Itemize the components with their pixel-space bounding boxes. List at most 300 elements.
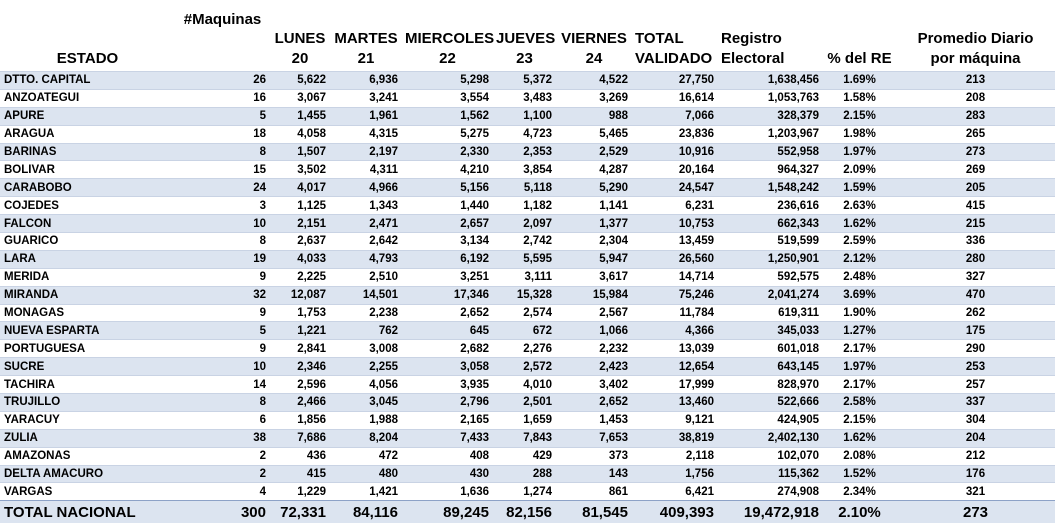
cell-registro-electoral: 964,327 [718, 161, 823, 179]
table-row [0, 268, 1055, 286]
cell-maquinas: 26 [175, 72, 270, 90]
cell-jueves: 1,100 [493, 107, 556, 125]
cell-total-validado: 75,246 [632, 286, 718, 304]
cell-jueves: 7,843 [493, 429, 556, 447]
cell-jueves: 3,854 [493, 161, 556, 179]
cell-pct-re: 1.90% [823, 304, 896, 322]
cell-viernes: 4,522 [556, 72, 632, 90]
cell-viernes: 3,402 [556, 376, 632, 394]
cell-lunes: 2,596 [270, 376, 330, 394]
cell-jueves: 2,501 [493, 394, 556, 412]
cell-maquinas: 8 [175, 394, 270, 412]
cell-martes: 4,311 [330, 161, 402, 179]
cell-jueves: 672 [493, 322, 556, 340]
total-label: TOTAL NACIONAL [0, 501, 175, 523]
cell-lunes: 4,033 [270, 250, 330, 268]
cell-lunes: 2,466 [270, 394, 330, 412]
cell-estado: NUEVA ESPARTA [0, 322, 175, 340]
cell-total-validado: 13,460 [632, 394, 718, 412]
cell-promedio: 290 [896, 340, 1055, 358]
cell-registro-electoral: 519,599 [718, 233, 823, 251]
cell-maquinas: 5 [175, 107, 270, 125]
cell-promedio: 262 [896, 304, 1055, 322]
cell-estado: LARA [0, 250, 175, 268]
cell-pct-re: 2.08% [823, 447, 896, 465]
cell-martes: 2,642 [330, 233, 402, 251]
cell-promedio: 257 [896, 376, 1055, 394]
cell-martes: 2,255 [330, 358, 402, 376]
table-row [0, 376, 1055, 394]
cell-registro-electoral: 619,311 [718, 304, 823, 322]
cell-registro-electoral: 552,958 [718, 143, 823, 161]
cell-pct-re: 1.62% [823, 215, 896, 233]
cell-jueves: 15,328 [493, 286, 556, 304]
cell-miercoles: 1,440 [402, 197, 493, 215]
header-lunes: LUNES 20 [270, 0, 330, 72]
cell-martes: 1,961 [330, 107, 402, 125]
cell-estado: ZULIA [0, 429, 175, 447]
table-row [0, 411, 1055, 429]
header-registro: Registro Electoral [718, 0, 823, 72]
cell-registro-electoral: 522,666 [718, 394, 823, 412]
cell-miercoles: 5,275 [402, 125, 493, 143]
cell-pct-re: 2.59% [823, 233, 896, 251]
cell-lunes: 2,346 [270, 358, 330, 376]
cell-maquinas: 15 [175, 161, 270, 179]
cell-lunes: 2,151 [270, 215, 330, 233]
cell-viernes: 3,617 [556, 268, 632, 286]
cell-jueves: 5,595 [493, 250, 556, 268]
cell-registro-electoral: 1,203,967 [718, 125, 823, 143]
header-maquinas: #Maquinas [175, 0, 270, 72]
cell-pct-re: 1.62% [823, 429, 896, 447]
cell-estado: TRUJILLO [0, 394, 175, 412]
cell-pct-re: 1.27% [823, 322, 896, 340]
cell-registro-electoral: 2,402,130 [718, 429, 823, 447]
cell-viernes: 5,465 [556, 125, 632, 143]
cell-miercoles: 3,058 [402, 358, 493, 376]
total-row [0, 501, 1055, 523]
cell-lunes: 1,221 [270, 322, 330, 340]
cell-maquinas: 9 [175, 304, 270, 322]
table-row [0, 322, 1055, 340]
cell-viernes: 4,287 [556, 161, 632, 179]
cell-registro-electoral: 1,548,242 [718, 179, 823, 197]
cell-maquinas: 24 [175, 179, 270, 197]
cell-viernes: 2,652 [556, 394, 632, 412]
total-viernes: 81,545 [556, 501, 632, 523]
cell-miercoles: 3,935 [402, 376, 493, 394]
cell-total-validado: 20,164 [632, 161, 718, 179]
cell-jueves: 4,010 [493, 376, 556, 394]
cell-miercoles: 645 [402, 322, 493, 340]
total-registro: 19,472,918 [718, 501, 823, 523]
cell-lunes: 5,622 [270, 72, 330, 90]
cell-promedio: 336 [896, 233, 1055, 251]
cell-martes: 2,197 [330, 143, 402, 161]
total-promedio: 273 [896, 501, 1055, 523]
cell-promedio: 304 [896, 411, 1055, 429]
cell-viernes: 861 [556, 483, 632, 501]
cell-estado: PORTUGUESA [0, 340, 175, 358]
cell-maquinas: 4 [175, 483, 270, 501]
cell-total-validado: 10,916 [632, 143, 718, 161]
cell-total-validado: 1,756 [632, 465, 718, 483]
cell-registro-electoral: 424,905 [718, 411, 823, 429]
cell-miercoles: 2,796 [402, 394, 493, 412]
cell-total-validado: 11,784 [632, 304, 718, 322]
table-row [0, 215, 1055, 233]
table-footer [0, 501, 1055, 523]
cell-jueves: 1,659 [493, 411, 556, 429]
cell-total-validado: 38,819 [632, 429, 718, 447]
cell-maquinas: 38 [175, 429, 270, 447]
cell-maquinas: 14 [175, 376, 270, 394]
cell-lunes: 436 [270, 447, 330, 465]
cell-viernes: 5,947 [556, 250, 632, 268]
cell-total-validado: 2,118 [632, 447, 718, 465]
cell-viernes: 2,423 [556, 358, 632, 376]
header-viernes: VIERNES 24 [556, 0, 632, 72]
cell-pct-re: 1.97% [823, 358, 896, 376]
cell-total-validado: 6,231 [632, 197, 718, 215]
cell-estado: ARAGUA [0, 125, 175, 143]
cell-lunes: 4,017 [270, 179, 330, 197]
cell-pct-re: 2.48% [823, 268, 896, 286]
table-header [0, 0, 1055, 72]
cell-pct-re: 2.17% [823, 340, 896, 358]
cell-jueves: 429 [493, 447, 556, 465]
cell-registro-electoral: 828,970 [718, 376, 823, 394]
cell-miercoles: 408 [402, 447, 493, 465]
cell-maquinas: 6 [175, 411, 270, 429]
cell-lunes: 1,125 [270, 197, 330, 215]
cell-estado: DTTO. CAPITAL [0, 72, 175, 90]
cell-maquinas: 8 [175, 143, 270, 161]
cell-martes: 472 [330, 447, 402, 465]
cell-viernes: 7,653 [556, 429, 632, 447]
cell-pct-re: 1.52% [823, 465, 896, 483]
cell-estado: TACHIRA [0, 376, 175, 394]
cell-miercoles: 2,682 [402, 340, 493, 358]
cell-pct-re: 2.17% [823, 376, 896, 394]
cell-estado: BARINAS [0, 143, 175, 161]
cell-total-validado: 12,654 [632, 358, 718, 376]
cell-total-validado: 10,753 [632, 215, 718, 233]
cell-jueves: 5,118 [493, 179, 556, 197]
cell-estado: AMAZONAS [0, 447, 175, 465]
cell-viernes: 2,529 [556, 143, 632, 161]
cell-total-validado: 24,547 [632, 179, 718, 197]
cell-estado: BOLIVAR [0, 161, 175, 179]
cell-estado: MONAGAS [0, 304, 175, 322]
cell-registro-electoral: 236,616 [718, 197, 823, 215]
cell-miercoles: 1,562 [402, 107, 493, 125]
cell-miercoles: 1,636 [402, 483, 493, 501]
table-row [0, 250, 1055, 268]
cell-promedio: 415 [896, 197, 1055, 215]
cell-promedio: 280 [896, 250, 1055, 268]
cell-promedio: 283 [896, 107, 1055, 125]
cell-maquinas: 9 [175, 268, 270, 286]
cell-miercoles: 3,134 [402, 233, 493, 251]
cell-viernes: 373 [556, 447, 632, 465]
cell-total-validado: 13,459 [632, 233, 718, 251]
table-row [0, 340, 1055, 358]
cell-miercoles: 3,251 [402, 268, 493, 286]
cell-jueves: 1,182 [493, 197, 556, 215]
table-row [0, 72, 1055, 90]
cell-lunes: 1,229 [270, 483, 330, 501]
cell-jueves: 2,742 [493, 233, 556, 251]
table-row [0, 447, 1055, 465]
table-row [0, 107, 1055, 125]
cell-pct-re: 2.12% [823, 250, 896, 268]
header-estado: ESTADO [0, 0, 175, 72]
cell-viernes: 143 [556, 465, 632, 483]
cell-lunes: 2,225 [270, 268, 330, 286]
cell-promedio: 327 [896, 268, 1055, 286]
table-row [0, 358, 1055, 376]
total-jueves: 82,156 [493, 501, 556, 523]
cell-total-validado: 23,836 [632, 125, 718, 143]
cell-estado: MIRANDA [0, 286, 175, 304]
cell-viernes: 1,141 [556, 197, 632, 215]
cell-promedio: 212 [896, 447, 1055, 465]
header-jueves: JUEVES 23 [493, 0, 556, 72]
cell-viernes: 2,567 [556, 304, 632, 322]
cell-lunes: 1,753 [270, 304, 330, 322]
cell-promedio: 213 [896, 72, 1055, 90]
cell-jueves: 2,276 [493, 340, 556, 358]
cell-maquinas: 10 [175, 358, 270, 376]
cell-jueves: 2,097 [493, 215, 556, 233]
cell-pct-re: 2.15% [823, 107, 896, 125]
cell-maquinas: 3 [175, 197, 270, 215]
cell-viernes: 2,232 [556, 340, 632, 358]
cell-pct-re: 2.15% [823, 411, 896, 429]
cell-maquinas: 10 [175, 215, 270, 233]
cell-estado: SUCRE [0, 358, 175, 376]
cell-martes: 2,471 [330, 215, 402, 233]
cell-martes: 2,510 [330, 268, 402, 286]
cell-jueves: 288 [493, 465, 556, 483]
total-lunes: 72,331 [270, 501, 330, 523]
cell-promedio: 204 [896, 429, 1055, 447]
cell-martes: 14,501 [330, 286, 402, 304]
cell-martes: 2,238 [330, 304, 402, 322]
cell-promedio: 265 [896, 125, 1055, 143]
cell-total-validado: 7,066 [632, 107, 718, 125]
cell-martes: 480 [330, 465, 402, 483]
cell-miercoles: 4,210 [402, 161, 493, 179]
cell-total-validado: 6,421 [632, 483, 718, 501]
cell-lunes: 2,841 [270, 340, 330, 358]
cell-martes: 1,988 [330, 411, 402, 429]
cell-viernes: 5,290 [556, 179, 632, 197]
cell-total-validado: 4,366 [632, 322, 718, 340]
table-row [0, 465, 1055, 483]
cell-registro-electoral: 328,379 [718, 107, 823, 125]
cell-pct-re: 1.97% [823, 143, 896, 161]
cell-miercoles: 6,192 [402, 250, 493, 268]
cell-estado: FALCON [0, 215, 175, 233]
cell-total-validado: 16,614 [632, 89, 718, 107]
cell-total-validado: 9,121 [632, 411, 718, 429]
cell-registro-electoral: 662,343 [718, 215, 823, 233]
cell-registro-electoral: 345,033 [718, 322, 823, 340]
cell-registro-electoral: 1,053,763 [718, 89, 823, 107]
cell-registro-electoral: 115,362 [718, 465, 823, 483]
cell-lunes: 2,637 [270, 233, 330, 251]
total-pct: 2.10% [823, 501, 896, 523]
cell-lunes: 1,507 [270, 143, 330, 161]
cell-lunes: 415 [270, 465, 330, 483]
total-miercoles: 89,245 [402, 501, 493, 523]
cell-jueves: 1,274 [493, 483, 556, 501]
cell-estado: DELTA AMACURO [0, 465, 175, 483]
cell-miercoles: 2,330 [402, 143, 493, 161]
cell-promedio: 208 [896, 89, 1055, 107]
table-row [0, 197, 1055, 215]
cell-lunes: 4,058 [270, 125, 330, 143]
cell-promedio: 321 [896, 483, 1055, 501]
total-martes: 84,116 [330, 501, 402, 523]
cell-promedio: 273 [896, 143, 1055, 161]
cell-maquinas: 16 [175, 89, 270, 107]
cell-jueves: 4,723 [493, 125, 556, 143]
cell-miercoles: 2,657 [402, 215, 493, 233]
cell-maquinas: 8 [175, 233, 270, 251]
cell-jueves: 3,483 [493, 89, 556, 107]
cell-miercoles: 2,165 [402, 411, 493, 429]
cell-pct-re: 1.69% [823, 72, 896, 90]
total-validado: 409,393 [632, 501, 718, 523]
cell-miercoles: 5,298 [402, 72, 493, 90]
table-row [0, 233, 1055, 251]
cell-total-validado: 26,560 [632, 250, 718, 268]
cell-jueves: 2,353 [493, 143, 556, 161]
cell-pct-re: 2.63% [823, 197, 896, 215]
cell-martes: 4,793 [330, 250, 402, 268]
cell-registro-electoral: 2,041,274 [718, 286, 823, 304]
cell-jueves: 2,572 [493, 358, 556, 376]
cell-martes: 8,204 [330, 429, 402, 447]
cell-miercoles: 7,433 [402, 429, 493, 447]
table-row [0, 89, 1055, 107]
cell-miercoles: 17,346 [402, 286, 493, 304]
cell-estado: MERIDA [0, 268, 175, 286]
cell-martes: 762 [330, 322, 402, 340]
cell-maquinas: 19 [175, 250, 270, 268]
table-row [0, 394, 1055, 412]
cell-martes: 3,045 [330, 394, 402, 412]
cell-maquinas: 5 [175, 322, 270, 340]
table-body [0, 72, 1055, 501]
header-promedio: Promedio Diario por máquina [896, 0, 1055, 72]
cell-martes: 3,008 [330, 340, 402, 358]
table-row [0, 125, 1055, 143]
cell-registro-electoral: 1,250,901 [718, 250, 823, 268]
cell-viernes: 1,377 [556, 215, 632, 233]
cell-maquinas: 9 [175, 340, 270, 358]
cell-lunes: 1,455 [270, 107, 330, 125]
cell-martes: 4,966 [330, 179, 402, 197]
cell-promedio: 269 [896, 161, 1055, 179]
cell-viernes: 1,453 [556, 411, 632, 429]
cell-martes: 1,421 [330, 483, 402, 501]
cell-maquinas: 2 [175, 447, 270, 465]
cell-martes: 3,241 [330, 89, 402, 107]
cell-viernes: 1,066 [556, 322, 632, 340]
cell-pct-re: 3.69% [823, 286, 896, 304]
cell-maquinas: 18 [175, 125, 270, 143]
cell-lunes: 3,502 [270, 161, 330, 179]
cell-registro-electoral: 643,145 [718, 358, 823, 376]
table-row [0, 304, 1055, 322]
cell-estado: GUARICO [0, 233, 175, 251]
cell-viernes: 3,269 [556, 89, 632, 107]
cell-registro-electoral: 102,070 [718, 447, 823, 465]
cell-miercoles: 5,156 [402, 179, 493, 197]
cell-pct-re: 1.58% [823, 89, 896, 107]
cell-total-validado: 27,750 [632, 72, 718, 90]
cell-estado: VARGAS [0, 483, 175, 501]
table-row [0, 161, 1055, 179]
cell-promedio: 337 [896, 394, 1055, 412]
cell-total-validado: 13,039 [632, 340, 718, 358]
cell-maquinas: 32 [175, 286, 270, 304]
cell-estado: COJEDES [0, 197, 175, 215]
cell-pct-re: 2.34% [823, 483, 896, 501]
cell-jueves: 3,111 [493, 268, 556, 286]
cell-miercoles: 2,652 [402, 304, 493, 322]
cell-viernes: 2,304 [556, 233, 632, 251]
cell-estado: CARABOBO [0, 179, 175, 197]
cell-promedio: 175 [896, 322, 1055, 340]
cell-estado: APURE [0, 107, 175, 125]
cell-total-validado: 14,714 [632, 268, 718, 286]
cell-lunes: 12,087 [270, 286, 330, 304]
cell-lunes: 1,856 [270, 411, 330, 429]
cell-total-validado: 17,999 [632, 376, 718, 394]
cell-registro-electoral: 592,575 [718, 268, 823, 286]
cell-pct-re: 2.58% [823, 394, 896, 412]
cell-martes: 1,343 [330, 197, 402, 215]
cell-promedio: 176 [896, 465, 1055, 483]
cell-lunes: 3,067 [270, 89, 330, 107]
cell-promedio: 253 [896, 358, 1055, 376]
cell-registro-electoral: 1,638,456 [718, 72, 823, 90]
cell-pct-re: 2.09% [823, 161, 896, 179]
cell-martes: 6,936 [330, 72, 402, 90]
header-total: TOTAL VALIDADO [632, 0, 718, 72]
cell-pct-re: 1.98% [823, 125, 896, 143]
cell-registro-electoral: 601,018 [718, 340, 823, 358]
header-martes: MARTES 21 [330, 0, 402, 72]
cell-registro-electoral: 274,908 [718, 483, 823, 501]
table-row [0, 179, 1055, 197]
table-row [0, 429, 1055, 447]
table-row [0, 143, 1055, 161]
cell-martes: 4,315 [330, 125, 402, 143]
total-maquinas: 300 [175, 501, 270, 523]
cell-miercoles: 430 [402, 465, 493, 483]
cell-martes: 4,056 [330, 376, 402, 394]
header-miercoles: MIERCOLES 22 [402, 0, 493, 72]
cell-pct-re: 1.59% [823, 179, 896, 197]
table-row [0, 286, 1055, 304]
